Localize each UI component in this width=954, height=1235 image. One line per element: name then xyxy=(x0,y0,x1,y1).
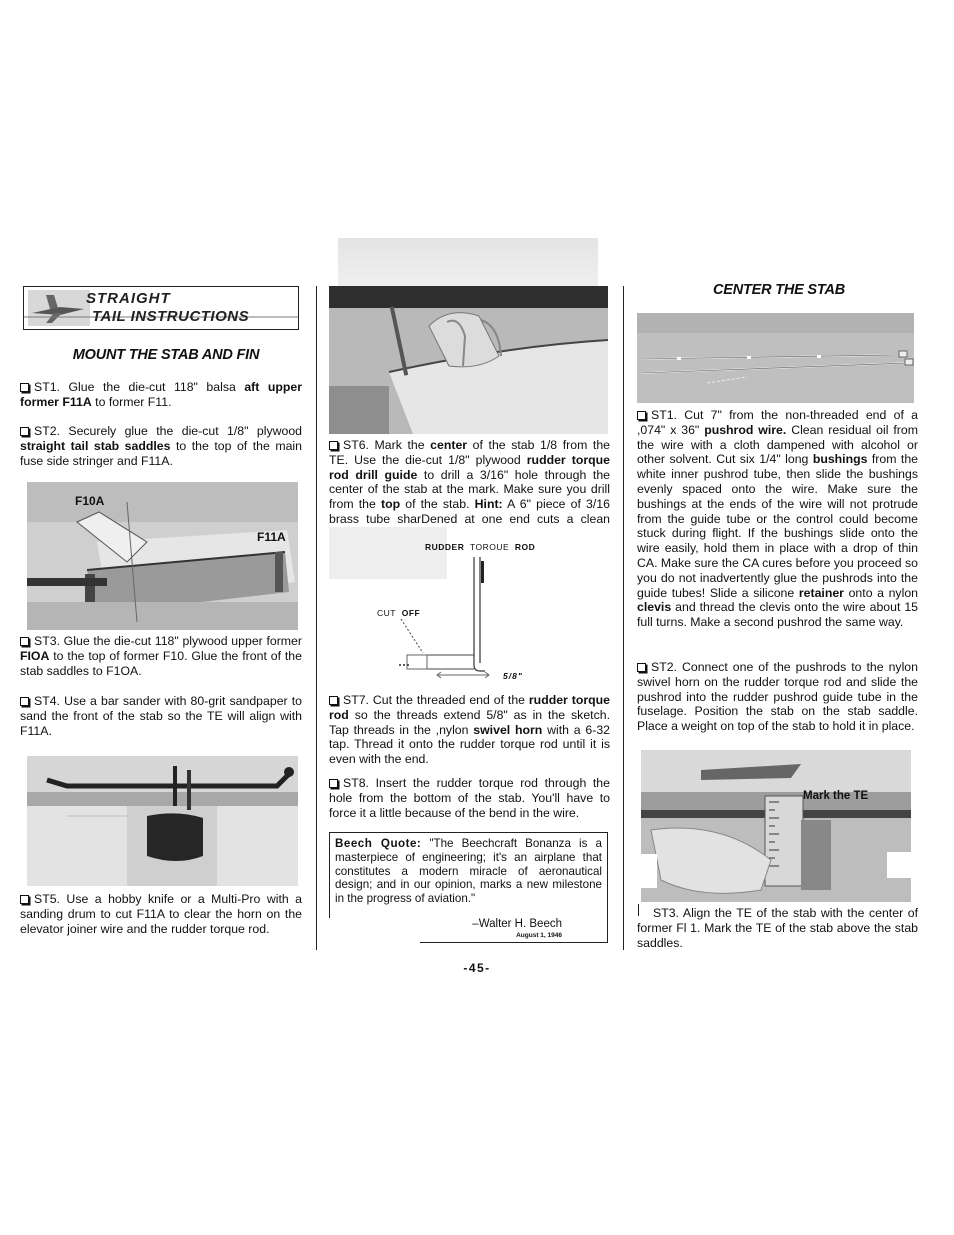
photo-pushrod-wires xyxy=(637,313,914,403)
quote-date: August 1, 1946 xyxy=(516,932,562,939)
quote-box-side xyxy=(607,918,608,942)
torque-rod-sketch xyxy=(329,527,611,687)
checkbox-icon[interactable] xyxy=(329,696,338,705)
column-divider-left xyxy=(316,286,317,950)
sketch-label-rudder: RUDDER xyxy=(425,542,465,552)
label-mark-the-te: Mark the TE xyxy=(803,790,869,802)
step-st5-left: ST5. Use a hobby knife or a Multi-Pro with a sanding drum to cut F11A to clear the horn on the elevator joiner wire and the rudder torque rod. xyxy=(20,892,302,936)
center-stab-heading: CENTER THE STAB xyxy=(712,282,846,298)
label-f11a: F11A xyxy=(257,530,286,544)
banner-line-1: STRAIGHT xyxy=(86,290,171,307)
photo-mark-the-te xyxy=(641,750,911,902)
sketch-label-cut: CUT xyxy=(377,608,396,618)
mount-stab-heading: MOUNT THE STAB AND FIN xyxy=(72,347,260,363)
checkbox-icon[interactable] xyxy=(329,441,338,450)
step-st2-left: ST2. Securely glue the die-cut 1/8" plywood straight tail stab saddles to the top of the main fuse side stringer and F11A. xyxy=(20,424,302,468)
quote-label: Beech Quote: xyxy=(335,837,422,850)
banner-line-2: TAIL INSTRUCTIONS xyxy=(92,308,250,325)
checkbox-icon[interactable] xyxy=(20,383,29,392)
checkbox-icon[interactable] xyxy=(20,895,29,904)
checkbox-icon[interactable] xyxy=(329,779,338,788)
top-scan-shade xyxy=(338,238,598,286)
checkbox-icon[interactable] xyxy=(637,411,646,420)
photo-elevator-joiner xyxy=(27,756,298,886)
sketch-label-torque: TOROUE xyxy=(469,542,510,552)
checkbox-icon[interactable] xyxy=(20,637,29,646)
quote-author: –Walter H. Beech xyxy=(472,918,562,930)
step-st1-right: ST1. Cut 7" from the non-threaded end of a ,074" x 36" pushrod wire. Clean residual oil from the wire with a cloth dampened with alcohol or other solvent. Cut six 1/4" long bushings from the white inner pushrod tube, then slide the bushings evenly spaced onto the wire. Make sure the bushings at the ends of the wire will not protrude from the guide tube or the control could become stuck during flight. If the bushings slide onto the wire easily, hold them in place with a drop of thin CA. Make sure the CA cures before you proceed so you do not inadvertently glue the pushrods into the guide tubes! Slide a silicone retainer onto a nylon clevis and thread the clevis onto the wire about 15 full turns. Make a second pushrod the same way. xyxy=(637,408,918,630)
checkbox-icon[interactable] xyxy=(20,427,29,436)
straight-tail-banner xyxy=(23,286,299,330)
checkbox-icon[interactable] xyxy=(637,663,646,672)
beech-quote-box xyxy=(329,832,608,918)
sketch-label-dimension: 5/8" xyxy=(503,671,523,681)
photo-fuselage-formers xyxy=(27,482,298,630)
sketch-label-rod: ROD xyxy=(514,542,536,552)
label-f10a: F10A xyxy=(75,494,105,508)
step-st3-right: ST3. Align the TE of the stab with the center of former Fl 1. Mark the TE of the stab above the stab saddles. xyxy=(637,906,918,950)
checkbox-icon[interactable] xyxy=(20,697,29,706)
sketch-label-off: OFF xyxy=(401,608,421,618)
step-st4-left: ST4. Use a bar sander with 80-grit sandpaper to sand the front of the stab so the TE will align with F11A. xyxy=(20,694,302,738)
step-st3-left: ST3. Glue the die-cut 118" plywood upper former FIOA to the top of former F10. Glue the front of the stab saddles to F1OA. xyxy=(20,634,302,678)
step-st2-right: ST2. Connect one of the pushrods to the nylon swivel horn on the rudder torque rod and slide the pushrod into the rudder pushrod guide tube in the fuselage. Position the stab on the stab saddle. Place a weight on top of the stab to hold it in place. xyxy=(637,660,918,734)
step-st6: ST6. Mark the center of the stab 1/8 from the TE. Use the die-cut 1/8" plywood rudder torque rod drill guide to drill a 3/16" hole through the center of the stab at the mark. Make sure you drill from the top of the stab. Hint: A 6" piece of 3/16 brass tube sharDened at one end cuts a clean xyxy=(329,438,611,526)
column-divider-right xyxy=(623,286,624,950)
photo-drilling-stab xyxy=(329,286,608,434)
quote-box-bottom xyxy=(420,942,608,943)
step-st8: ST8. Insert the rudder torque rod through the hole from the bottom of the stab. You'll have to force it a little because of the bend in the wire. xyxy=(329,776,610,820)
page-number: -45- xyxy=(463,961,491,975)
step-st7: ST7. Cut the threaded end of the rudder torque rod so the threads extend 5/8" as in the sketch. Tap threads in the ,nylon swivel horn with a 6-32 tap. Thread it onto the rudder torque rod until it is even with the end. xyxy=(329,693,611,767)
quote-text: "The Beechcraft Bonanza is a masterpiece of engineering; it's an airplane that constitutes a modern miracle of aeronautical design; and in our opinion, marks a new milestone in the progress of aviation." xyxy=(335,837,602,906)
step-st1-left: ST1. Glue the die-cut 118" balsa aft upper former F11A to former F11. xyxy=(20,380,302,409)
